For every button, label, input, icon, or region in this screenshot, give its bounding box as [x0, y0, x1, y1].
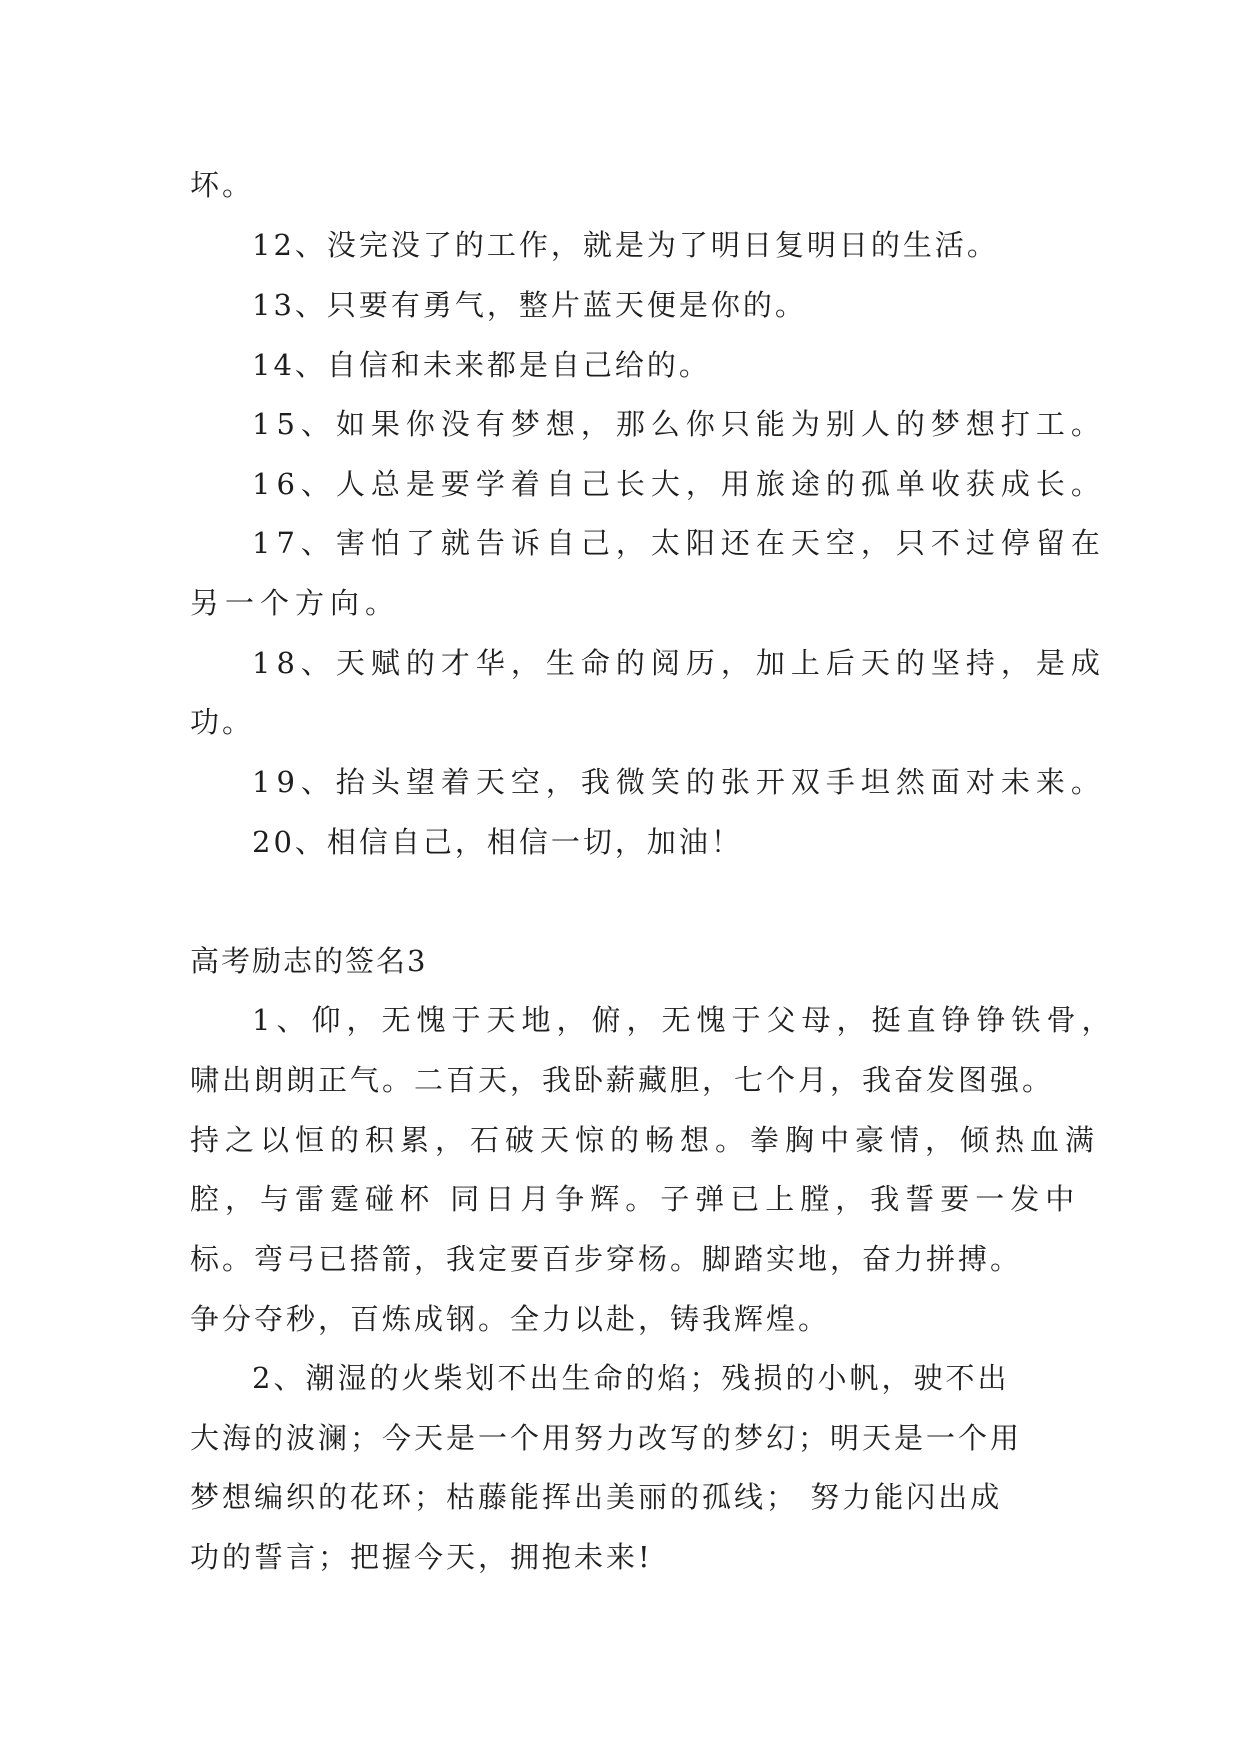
list-item: 19、抬头望着天空，我微笑的张开双手坦然面对未来。	[252, 765, 1106, 799]
paragraph-line: 大海的波澜；今天是一个用努力改写的梦幻；明天是一个用	[190, 1421, 1023, 1455]
list-item: 20、相信自己，相信一切，加油！	[252, 825, 743, 859]
paragraph-line: 啸出朗朗正气。二百天，我卧薪藏胆，七个月，我奋发图强。	[190, 1063, 1055, 1097]
list-item-continuation: 功。	[190, 705, 255, 739]
paragraph-line: 坏。	[190, 168, 255, 202]
list-item: 13、只要有勇气，整片蓝天便是你的。	[252, 288, 807, 322]
paragraph-line: 争分夺秒，百炼成钢。全力以赴，铸我辉煌。	[190, 1302, 831, 1336]
list-item: 14、自信和未来都是自己给的。	[252, 348, 711, 382]
paragraph-line: 功的誓言；把握今天，拥抱未来!	[190, 1540, 653, 1574]
paragraph-line: 1、仰，无愧于天地，俯，无愧于父母，挺直铮铮铁骨，	[252, 1003, 1117, 1037]
list-item: 16、人总是要学着自己长大，用旅途的孤单收获成长。	[252, 467, 1106, 501]
paragraph-line: 持之以恒的积累，石破天惊的畅想。拳胸中豪情，倾热血满	[190, 1123, 1101, 1157]
paragraph-line: 2、潮湿的火柴划不出生命的焰；残损的小帆，驶不出	[252, 1361, 1010, 1395]
paragraph-line: 标。弯弓已搭箭，我定要百步穿杨。脚踏实地，奋力拼搏。	[190, 1242, 1023, 1276]
list-item: 15、如果你没有梦想，那么你只能为别人的梦想打工。	[252, 407, 1106, 441]
list-item-continuation: 另一个方向。	[190, 586, 401, 620]
list-item: 17、害怕了就告诉自己，太阳还在天空，只不过停留在	[252, 526, 1106, 560]
list-item: 12、没完没了的工作，就是为了明日复明日的生活。	[252, 228, 999, 262]
list-item: 18、天赋的才华，生命的阅历，加上后天的坚持，是成	[252, 646, 1106, 680]
paragraph-line: 腔，与雷霆碰杯 同日月争辉。子弹已上膛，我誓要一发中	[190, 1182, 1081, 1216]
section-heading: 高考励志的签名3	[190, 944, 428, 978]
paragraph-line: 梦想编织的花环；枯藤能挥出美丽的孤线； 努力能闪出成	[190, 1480, 1003, 1514]
